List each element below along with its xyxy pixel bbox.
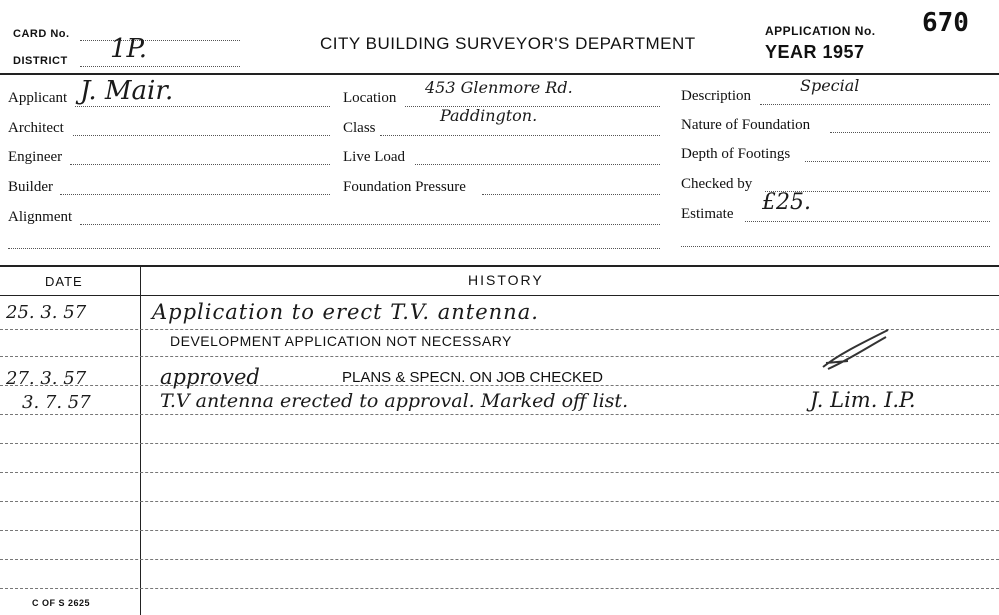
foundation-pressure-line [482, 194, 660, 195]
engineer-line [70, 164, 330, 165]
applicant-line [75, 106, 330, 107]
district-value: 1P. [110, 34, 148, 64]
rule-line [0, 414, 999, 415]
depth-of-footings-line [805, 161, 990, 162]
rule-line [0, 472, 999, 473]
description-line [760, 104, 990, 105]
entry-3-stamp: PLANS & SPECN. ON JOB CHECKED [342, 369, 603, 386]
rule-line [0, 588, 999, 589]
rule-line [0, 530, 999, 531]
rule-line [0, 559, 999, 560]
entry-1-date: 25. 3. 57 [6, 302, 87, 323]
rule-line [0, 501, 999, 502]
description-value: Special [800, 76, 860, 95]
estimate-label: Estimate [681, 206, 734, 222]
form-code: C OF S 2625 [32, 598, 91, 608]
foundation-pressure-label: Foundation Pressure [343, 179, 466, 195]
header-bottom-rule [0, 295, 999, 296]
architect-label: Architect [8, 120, 64, 136]
card-no-label: CARD No. [13, 28, 70, 40]
history-header: HISTORY [468, 272, 544, 288]
department-title: CITY BUILDING SURVEYOR'S DEPARTMENT [320, 34, 696, 53]
live-load-label: Live Load [343, 149, 406, 165]
estimate-value: £25. [762, 190, 811, 215]
checked-by-label: Checked by [681, 176, 753, 192]
history-top-rule [0, 265, 999, 267]
class-value: Paddington. [440, 106, 538, 125]
alignment-line [80, 224, 660, 225]
date-header: DATE [45, 274, 83, 289]
entry-4-date: 3. 7. 57 [22, 392, 91, 413]
location-value: 453 Glenmore Rd. [425, 78, 573, 97]
application-no-label: APPLICATION No. [765, 24, 876, 38]
estimate-extra-line [681, 246, 990, 247]
estimate-line [745, 221, 990, 222]
description-label: Description [681, 88, 751, 104]
entry-3-text-hand: approved [160, 365, 260, 389]
architect-line [73, 135, 330, 136]
nature-of-foundation-label: Nature of Foundation [681, 117, 811, 133]
application-no-value: 670 [922, 8, 969, 38]
class-line [380, 135, 660, 136]
location-label: Location [343, 90, 397, 106]
class-label: Class [343, 120, 376, 136]
builder-line [60, 194, 330, 195]
live-load-line [415, 164, 660, 165]
entry-2-stamp: DEVELOPMENT APPLICATION NOT NECESSARY [170, 333, 512, 349]
card-no-line [80, 40, 240, 41]
year-label: YEAR 1957 [765, 42, 865, 62]
entry-3-date: 27. 3. 57 [6, 368, 87, 389]
entry-4-signature: J. Lim. I.P. [810, 388, 916, 412]
depth-of-footings-label: Depth of Footings [681, 146, 791, 162]
extra-line [8, 248, 660, 249]
builder-label: Builder [8, 179, 53, 195]
district-line [80, 66, 240, 67]
date-column-divider [140, 266, 141, 615]
alignment-label: Alignment [8, 209, 73, 225]
header-rule [0, 73, 999, 75]
entry-4-text: T.V antenna erected to approval. Marked off list. [160, 390, 629, 412]
nature-of-foundation-line [830, 132, 990, 133]
engineer-label: Engineer [8, 149, 63, 165]
entry-1-text: Application to erect T.V. antenna. [152, 300, 539, 324]
district-label: DISTRICT [13, 55, 68, 67]
applicant-value: J. Mair. [80, 76, 174, 106]
applicant-label: Applicant [8, 90, 68, 106]
rule-line [0, 443, 999, 444]
scribble-mark [818, 325, 893, 375]
